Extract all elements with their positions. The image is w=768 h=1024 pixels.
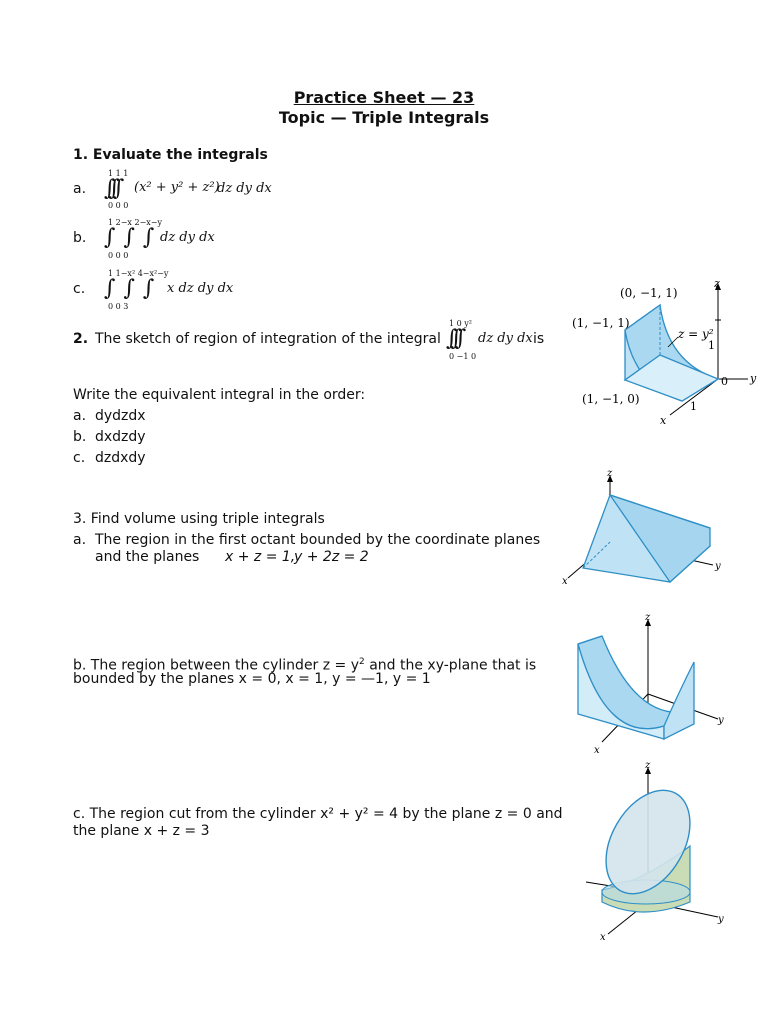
q2-order-b-label: b. <box>73 429 87 445</box>
q1b-lower-limits: 0 0 0 <box>108 251 129 260</box>
q1c-lower-limits: 0 0 3 <box>108 302 129 311</box>
q2-number: 2. <box>73 331 89 347</box>
z-axis-label: z <box>645 762 651 771</box>
point-top-label: (0, −1, 1) <box>620 286 678 300</box>
x-axis-label: x <box>594 745 600 756</box>
page-title: Practice Sheet — 23 <box>293 88 475 107</box>
q3a-eq2: y + 2z = 2 <box>294 549 369 565</box>
q3c-line1: c. The region cut from the cylinder x² + y² = 4 by the plane z = 0 and <box>73 806 563 822</box>
q1a-differentials: dz dy dx <box>217 181 272 196</box>
q3b-line2: bounded by the planes x = 0, x = 1, y = —1, y = 1 <box>73 671 431 687</box>
q1c-upper-limits: 1 1−x² 4−x²−y <box>108 269 169 278</box>
q2-instruction: Write the equivalent integral in the order: <box>73 387 366 403</box>
triple-integral-sign: ∫∫∫ <box>104 225 163 250</box>
q3a-line1: The region in the first octant bounded by the coordinate planes <box>95 532 541 548</box>
q3a-region-figure <box>558 470 728 590</box>
trough-right-face <box>664 662 694 739</box>
q2-order-c: dzdxdy <box>95 450 146 466</box>
q3a-line2-prefix: and the planes <box>95 549 200 565</box>
q3b-line1-suffix: and the xy-plane that is <box>364 657 537 674</box>
q2-integral-lower: 0 −1 0 <box>449 352 477 361</box>
q1b-upper-limits: 1 2−x 2−x−y <box>108 218 163 227</box>
q3c-region-figure <box>582 762 732 942</box>
q1b-differentials: dz dy dx <box>160 230 215 245</box>
q3-heading: 3. Find volume using triple integrals <box>73 511 325 527</box>
point-bottom-label: (1, −1, 0) <box>582 392 640 406</box>
z-axis-label: z <box>607 470 613 479</box>
q1a-lower-limits: 0 0 0 <box>108 201 129 210</box>
triple-integral-sign: ∫∫∫ <box>104 276 163 301</box>
q2-integral-upper: 1 0 y² <box>449 319 472 328</box>
surface-label: z = y² <box>678 327 714 341</box>
q1c-label: c. <box>73 281 86 297</box>
z-axis-label: z <box>645 614 651 623</box>
z-tick-label: 1 <box>708 339 715 352</box>
q1c-integrand: x dz dy dx <box>167 281 234 296</box>
q1a-label: a. <box>73 181 87 197</box>
z-axis-label: z <box>714 277 720 290</box>
q2-text: The sketch of region of integration of the integral <box>95 331 441 347</box>
q2-order-a-label: a. <box>73 408 87 424</box>
origin-label: 0 <box>721 375 728 388</box>
q3a-label: a. <box>73 532 87 548</box>
triple-integral-sign: ∫∫∫ <box>446 326 460 351</box>
q2-order-b: dxdzdy <box>95 429 146 445</box>
q2-order-a: dydzdx <box>95 408 146 424</box>
q2-order-c-label: c. <box>73 450 86 466</box>
q2-region-figure <box>560 275 765 435</box>
q3b-line1-prefix: b. The region between the cylinder z = y <box>73 657 360 674</box>
q1b-label: b. <box>73 230 87 246</box>
x-axis-label: x <box>660 414 667 427</box>
triple-integral-sign: ∫∫∫ <box>104 176 118 201</box>
y-axis-label: y <box>715 561 721 572</box>
q1a-integrand: (x² + y² + z²) <box>134 180 220 195</box>
q2-text-after: is <box>533 331 545 347</box>
y-axis-label: y <box>750 372 757 385</box>
y-axis-label: y <box>718 715 724 726</box>
x-axis-label: x <box>562 576 568 587</box>
x-tick-label: 1 <box>690 400 697 413</box>
x-axis-label: x <box>600 932 606 942</box>
q1a-upper-limits: 1 1 1 <box>108 169 129 178</box>
q3a-eq1: x + z = 1, <box>225 549 296 565</box>
q3b-line1-sup: 2 <box>359 657 365 667</box>
point-left-label: (1, −1, 1) <box>572 316 630 330</box>
q3b-region-figure <box>568 614 738 756</box>
q1-heading: 1. Evaluate the integrals <box>73 147 268 163</box>
q2-integral-diff: dz dy dx <box>478 331 533 346</box>
q3c-line2: the plane x + z = 3 <box>73 823 210 839</box>
page-topic: Topic — Triple Integrals <box>278 108 490 127</box>
y-axis-label: y <box>718 914 724 925</box>
